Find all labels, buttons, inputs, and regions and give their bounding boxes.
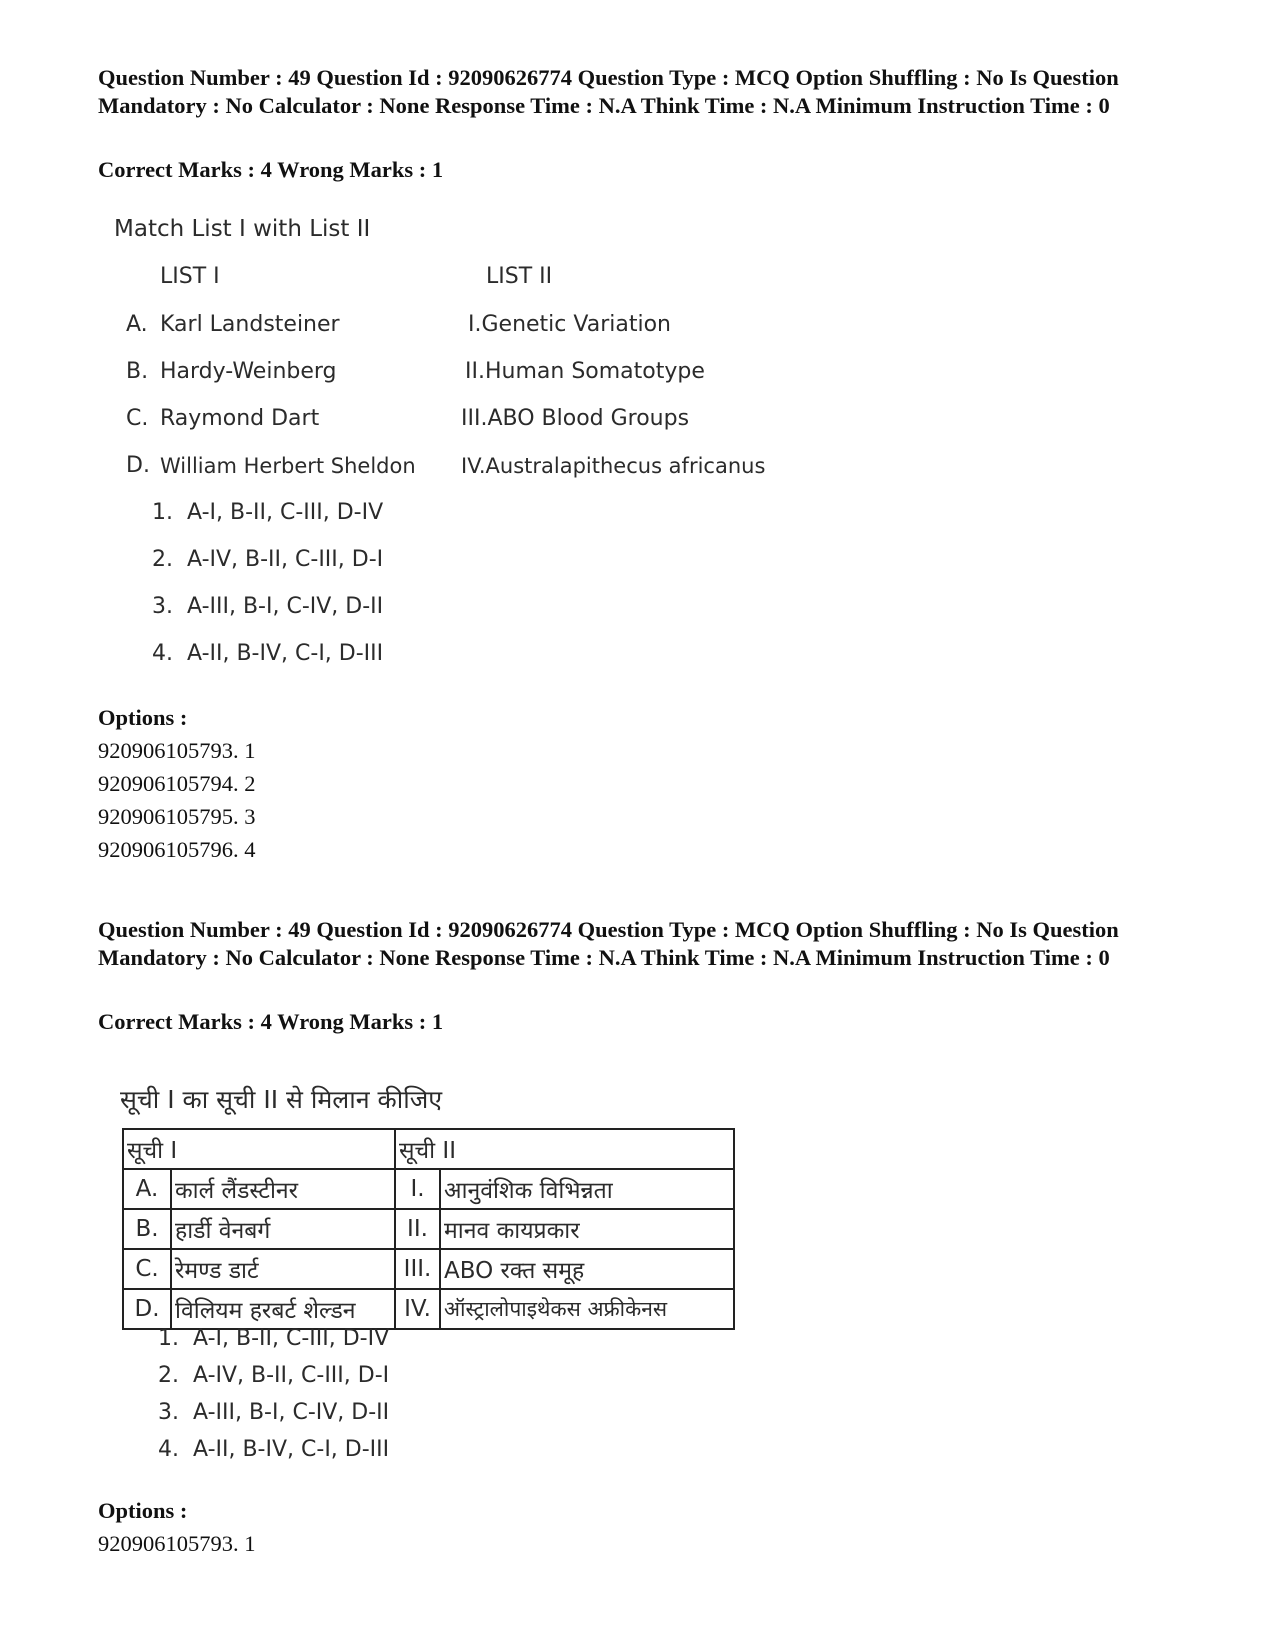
table-row: [123, 1249, 734, 1289]
list1-header: सूची I: [123, 1129, 395, 1169]
option-line: 920906105793. 1: [98, 1531, 256, 1556]
choice-text: A-III, B-I, C-IV, D-II: [193, 1400, 390, 1425]
row-letter: C.: [126, 406, 149, 431]
choice-number: 2.: [152, 547, 173, 572]
options-label: Options :: [98, 1498, 188, 1523]
choice-item: [158, 1362, 389, 1390]
list1-item: Hardy-Weinberg: [160, 359, 337, 384]
choice-text: A-I, B-II, C-III, D-IV: [193, 1326, 390, 1351]
choice-item: [152, 640, 383, 668]
choice-item: [152, 499, 383, 527]
option-line: 920906105793. 1: [98, 738, 256, 763]
choice-item: [152, 546, 383, 574]
question-header: Question Number : 49 Question Id : 92090626774 Question Type : MCQ Option Shuffling : No Is Question Mandatory : No Calculator : None Response Time : N.A Think Time : N.A Minimum Instruction Time : 0: [98, 917, 1119, 970]
question-instruction: सूची I का सूची II से मिलान कीजिए: [120, 1085, 443, 1114]
list2-item-human-somatotype: [465, 358, 705, 386]
list2-item: ऑस्ट्रालोपाइथेकस अफ्रीकेनस: [440, 1289, 734, 1329]
choice-number: 3.: [152, 594, 173, 619]
list2-text: Australapithecus africanus: [485, 454, 766, 478]
list1-item: कार्ल लैंडस्टीनर: [171, 1169, 395, 1209]
match-table: [122, 1128, 735, 1330]
option-line: 920906105794. 2: [98, 771, 256, 796]
list1-header: LIST I: [160, 264, 220, 289]
list2-item: ABO रक्त समूह: [440, 1249, 734, 1289]
choice-text: A-IV, B-II, C-III, D-I: [187, 547, 384, 572]
list2-item-abo-blood-groups: [461, 405, 689, 433]
list2-text: Human Somatotype: [484, 359, 705, 384]
row-letter: A.: [126, 312, 148, 337]
options-label: Options :: [98, 705, 188, 730]
list2-header: सूची II: [395, 1129, 734, 1169]
question-header: Question Number : 49 Question Id : 92090626774 Question Type : MCQ Option Shuffling : No Is Question Mandatory : No Calculator : None Response Time : N.A Think Time : N.A Minimum Instruction Time : 0: [98, 65, 1119, 118]
roman-numeral: II.: [395, 1209, 440, 1249]
choice-item: [158, 1399, 389, 1427]
row-letter: B.: [126, 359, 149, 384]
choice-number: 4.: [158, 1437, 179, 1462]
list2-item-australopithecus: [461, 452, 765, 480]
question-instruction: Match List I with List II: [114, 216, 371, 242]
list1-item: रेमण्ड डार्ट: [171, 1249, 395, 1289]
choice-text: A-III, B-I, C-IV, D-II: [187, 594, 384, 619]
list2-item: आनुवंशिक विभिन्नता: [440, 1169, 734, 1209]
list1-item: Raymond Dart: [160, 406, 320, 431]
roman-numeral: II.: [465, 359, 485, 384]
row-letter: C.: [123, 1249, 171, 1289]
choice-number: 2.: [158, 1363, 179, 1388]
roman-numeral: I.: [468, 312, 482, 337]
table-row: [123, 1209, 734, 1249]
list1-item: William Herbert Sheldon: [160, 454, 416, 478]
list2-item-genetic-variation: [468, 311, 671, 339]
row-letter: A.: [123, 1169, 171, 1209]
list1-item: Karl Landsteiner: [160, 312, 340, 337]
option-line: 920906105795. 3: [98, 804, 256, 829]
row-letter: D.: [123, 1289, 171, 1329]
choice-text: A-II, B-IV, C-I, D-III: [193, 1437, 390, 1462]
roman-numeral: IV.: [395, 1289, 440, 1329]
roman-numeral: III.: [461, 406, 488, 431]
roman-numeral: III.: [395, 1249, 440, 1289]
choice-text: A-II, B-IV, C-I, D-III: [187, 641, 384, 666]
choice-number: 1.: [152, 500, 173, 525]
list2-text: Genetic Variation: [481, 312, 671, 337]
choice-text: A-I, B-II, C-III, D-IV: [187, 500, 384, 525]
row-letter: D.: [126, 453, 150, 478]
choice-item: [152, 593, 383, 621]
roman-numeral: IV.: [461, 454, 486, 478]
choice-item: [158, 1436, 389, 1464]
list2-header: LIST II: [486, 264, 553, 289]
table-header-row: [123, 1129, 734, 1169]
roman-numeral: I.: [395, 1169, 440, 1209]
list2-text: ABO Blood Groups: [487, 406, 690, 431]
choice-item: [158, 1325, 389, 1353]
choice-text: A-IV, B-II, C-III, D-I: [193, 1363, 390, 1388]
list2-item: मानव कायप्रकार: [440, 1209, 734, 1249]
list1-item: विलियम हरबर्ट शेल्डन: [171, 1289, 395, 1329]
choice-number: 3.: [158, 1400, 179, 1425]
table-row: [123, 1289, 734, 1329]
table-row: [123, 1169, 734, 1209]
marks-line: Correct Marks : 4 Wrong Marks : 1: [98, 157, 444, 182]
choice-number: 1.: [158, 1326, 179, 1351]
row-letter: B.: [123, 1209, 171, 1249]
option-line: 920906105796. 4: [98, 837, 256, 862]
marks-line: Correct Marks : 4 Wrong Marks : 1: [98, 1009, 444, 1034]
choice-number: 4.: [152, 641, 173, 666]
list1-item: हार्डी वेनबर्ग: [171, 1209, 395, 1249]
